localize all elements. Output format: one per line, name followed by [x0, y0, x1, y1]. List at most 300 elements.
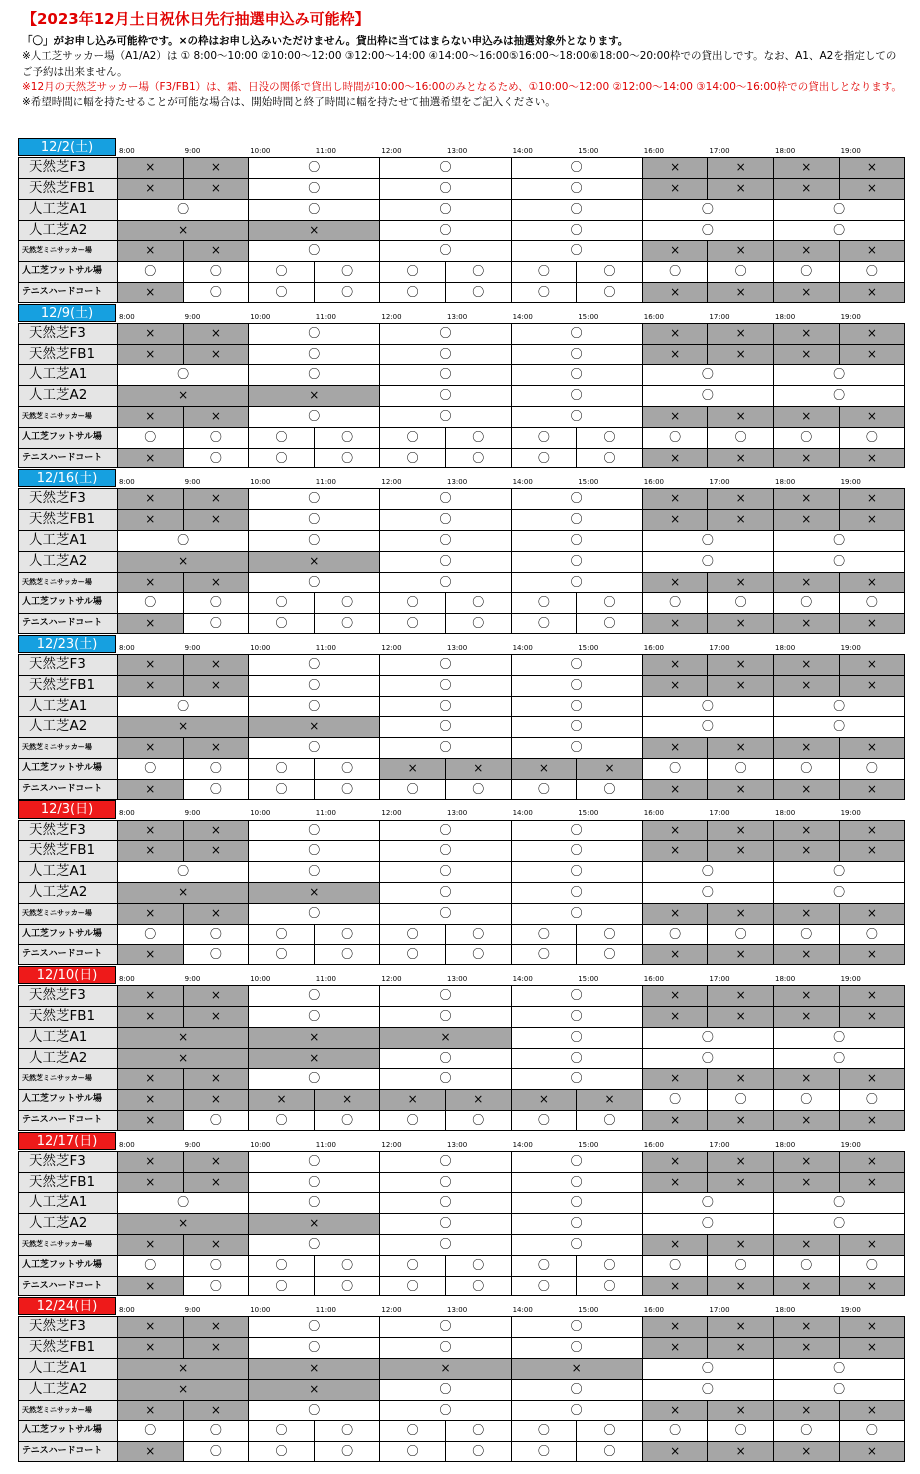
- facility-row: [18, 1048, 905, 1069]
- slot-available: 〇: [117, 925, 183, 945]
- slot-unavailable: ×: [642, 489, 708, 509]
- facility-row: [18, 1337, 905, 1358]
- slot-available: 〇: [511, 365, 642, 385]
- slot-available: 〇: [773, 862, 904, 882]
- slot-available: 〇: [379, 780, 445, 799]
- slot-available: 〇: [445, 593, 511, 613]
- facility-row: [18, 385, 905, 406]
- slot-unavailable: ×: [642, 1401, 708, 1421]
- slot-available: 〇: [379, 821, 510, 841]
- schedule-table: [18, 138, 905, 1463]
- time-tick: 19:00: [840, 147, 861, 155]
- slot-unavailable: ×: [183, 1338, 249, 1358]
- slot-unavailable: ×: [839, 179, 905, 199]
- slot-available: 〇: [642, 428, 708, 448]
- slot-available: 〇: [511, 1277, 577, 1296]
- slot-available: 〇: [511, 1173, 642, 1193]
- slot-unavailable: ×: [707, 655, 773, 675]
- slot-available: 〇: [379, 489, 510, 509]
- facility-row: [18, 323, 905, 344]
- slot-available: 〇: [379, 386, 510, 406]
- facility-label: 人工芝A1: [19, 1028, 118, 1048]
- slot-unavailable: ×: [183, 241, 249, 261]
- facility-label: テニスハードコート: [19, 283, 118, 302]
- slot-available: 〇: [117, 1193, 248, 1213]
- day-header: [18, 635, 905, 654]
- facility-label: 人工芝A2: [19, 386, 118, 406]
- slot-unavailable: ×: [642, 986, 708, 1006]
- facility-label: 天然芝FB1: [19, 179, 118, 199]
- slot-unavailable: ×: [707, 1317, 773, 1337]
- slot-available: 〇: [379, 1173, 510, 1193]
- facility-label: テニスハードコート: [19, 1111, 118, 1130]
- time-tick: 13:00: [447, 1306, 468, 1315]
- slot-available: 〇: [248, 365, 379, 385]
- slot-available: 〇: [379, 883, 510, 903]
- day-block: [18, 800, 905, 966]
- slot-available: 〇: [839, 1256, 905, 1276]
- facility-label: 天然芝ミニサッカー場: [19, 738, 118, 758]
- slot-available: 〇: [248, 1277, 314, 1296]
- slot-available: 〇: [642, 1090, 708, 1110]
- time-tick: 14:00: [512, 478, 533, 487]
- time-tick: 8:00: [119, 312, 135, 321]
- time-tick: 9:00: [184, 312, 201, 321]
- facility-row: [18, 406, 905, 427]
- slot-available: 〇: [773, 1028, 904, 1048]
- slot-available: 〇: [248, 676, 379, 696]
- slot-unavailable: ×: [707, 1338, 773, 1358]
- slot-unavailable: ×: [642, 1173, 708, 1193]
- time-tick: 11:00: [315, 643, 336, 652]
- slot-unavailable: ×: [839, 510, 905, 530]
- slot-available: 〇: [511, 1152, 642, 1172]
- facility-rows: [18, 1316, 905, 1462]
- slot-unavailable: ×: [183, 676, 249, 696]
- slot-available: 〇: [511, 1028, 642, 1048]
- slot-available: 〇: [511, 552, 642, 572]
- slot-available: 〇: [511, 262, 577, 282]
- facility-row: [18, 758, 905, 779]
- slot-available: 〇: [314, 614, 380, 633]
- slot-available: 〇: [379, 676, 510, 696]
- slot-unavailable: ×: [773, 1152, 839, 1172]
- facility-label: テニスハードコート: [19, 945, 118, 964]
- facility-row: [18, 282, 905, 303]
- slot-unavailable: ×: [642, 1317, 708, 1337]
- slot-available: 〇: [511, 386, 642, 406]
- slot-unavailable: ×: [707, 1152, 773, 1172]
- slot-unavailable: ×: [839, 283, 905, 302]
- time-tick: 17:00: [709, 1140, 730, 1149]
- slot-available: 〇: [183, 780, 249, 799]
- facility-label: テニスハードコート: [19, 1277, 118, 1296]
- slot-available: 〇: [445, 1421, 511, 1441]
- slot-available: 〇: [314, 593, 380, 613]
- time-tick: 17:00: [709, 974, 730, 983]
- facility-row: [18, 924, 905, 945]
- slot-available: 〇: [379, 1235, 510, 1255]
- slot-unavailable: ×: [379, 1090, 445, 1110]
- slot-unavailable: ×: [642, 345, 708, 365]
- facility-label: 人工芝フットサル場: [19, 1421, 118, 1441]
- slot-available: 〇: [248, 179, 379, 199]
- slot-unavailable: ×: [839, 986, 905, 1006]
- time-tick: 16:00: [643, 809, 664, 818]
- slot-available: 〇: [707, 593, 773, 613]
- facility-row: [18, 178, 905, 199]
- slot-available: 〇: [642, 717, 773, 737]
- slot-unavailable: ×: [707, 676, 773, 696]
- slot-unavailable: ×: [839, 407, 905, 427]
- slot-unavailable: ×: [117, 179, 183, 199]
- slot-unavailable: ×: [839, 676, 905, 696]
- facility-rows: [18, 654, 905, 800]
- slot-unavailable: ×: [839, 1111, 905, 1130]
- time-tick: 17:00: [709, 147, 730, 155]
- slot-unavailable: ×: [839, 1277, 905, 1296]
- day-block: [18, 304, 905, 470]
- facility-label: 天然芝FB1: [19, 841, 118, 861]
- slot-available: 〇: [379, 573, 510, 593]
- slot-available: 〇: [642, 552, 773, 572]
- facility-row: [18, 861, 905, 882]
- slot-unavailable: ×: [707, 1442, 773, 1461]
- time-tick: 9:00: [184, 1140, 201, 1149]
- slot-unavailable: ×: [183, 841, 249, 861]
- slot-unavailable: ×: [773, 1338, 839, 1358]
- slot-available: 〇: [511, 407, 642, 427]
- date-label: 12/24(日): [18, 1297, 116, 1315]
- slot-available: 〇: [642, 925, 708, 945]
- day-block: [18, 1132, 905, 1298]
- slot-available: 〇: [248, 158, 379, 178]
- slot-unavailable: ×: [839, 1152, 905, 1172]
- slot-available: 〇: [248, 738, 379, 758]
- slot-available: 〇: [642, 365, 773, 385]
- facility-label: 天然芝F3: [19, 1317, 118, 1337]
- time-tick: 19:00: [840, 809, 861, 818]
- facility-label: 人工芝フットサル場: [19, 1256, 118, 1276]
- slot-available: 〇: [248, 262, 314, 282]
- slot-available: 〇: [511, 1235, 642, 1255]
- slot-unavailable: ×: [773, 841, 839, 861]
- slot-unavailable: ×: [117, 324, 183, 344]
- time-tick: 13:00: [447, 312, 468, 321]
- slot-available: 〇: [839, 925, 905, 945]
- slot-unavailable: ×: [773, 1173, 839, 1193]
- slot-unavailable: ×: [117, 1173, 183, 1193]
- time-tick: 18:00: [775, 1306, 796, 1315]
- slot-unavailable: ×: [183, 1317, 249, 1337]
- time-tick: 16:00: [643, 643, 664, 652]
- slot-unavailable: ×: [839, 1007, 905, 1027]
- slot-available: 〇: [117, 262, 183, 282]
- slot-unavailable: ×: [773, 179, 839, 199]
- facility-label: 天然芝F3: [19, 324, 118, 344]
- slot-unavailable: ×: [117, 1028, 248, 1048]
- slot-unavailable: ×: [379, 759, 445, 779]
- slot-available: 〇: [511, 489, 642, 509]
- slot-available: 〇: [183, 925, 249, 945]
- slot-available: 〇: [511, 345, 642, 365]
- slot-available: 〇: [445, 614, 511, 633]
- facility-label: 天然芝ミニサッカー場: [19, 1069, 118, 1089]
- slot-available: 〇: [379, 365, 510, 385]
- slot-available: 〇: [314, 945, 380, 964]
- slot-available: 〇: [248, 655, 379, 675]
- facility-label: 人工芝フットサル場: [19, 593, 118, 613]
- time-tick: 16:00: [643, 1140, 664, 1149]
- slot-available: 〇: [511, 841, 642, 861]
- slot-available: 〇: [248, 1193, 379, 1213]
- slot-unavailable: ×: [707, 1111, 773, 1130]
- slot-available: 〇: [248, 1421, 314, 1441]
- facility-label: 天然芝ミニサッカー場: [19, 573, 118, 593]
- date-label: 12/2(土): [18, 138, 116, 156]
- slot-available: 〇: [576, 1111, 642, 1130]
- slot-available: 〇: [511, 573, 642, 593]
- facility-row: [18, 779, 905, 800]
- slot-available: 〇: [511, 862, 642, 882]
- slot-available: 〇: [379, 1152, 510, 1172]
- slot-available: 〇: [576, 449, 642, 468]
- slot-unavailable: ×: [839, 841, 905, 861]
- slot-unavailable: ×: [117, 904, 183, 924]
- slot-available: 〇: [379, 1111, 445, 1130]
- slot-unavailable: ×: [773, 1235, 839, 1255]
- slot-unavailable: ×: [642, 738, 708, 758]
- slot-available: 〇: [379, 1214, 510, 1234]
- facility-row: [18, 509, 905, 530]
- facility-label: 天然芝FB1: [19, 510, 118, 530]
- slot-available: 〇: [642, 200, 773, 220]
- time-tick: 11:00: [315, 809, 336, 818]
- time-tick: 15:00: [578, 1140, 599, 1149]
- slot-available: 〇: [379, 1317, 510, 1337]
- facility-row: [18, 199, 905, 220]
- time-tick: 8:00: [119, 974, 135, 983]
- slot-available: 〇: [248, 200, 379, 220]
- time-tick: 12:00: [381, 478, 402, 487]
- slot-unavailable: ×: [117, 717, 248, 737]
- slot-unavailable: ×: [707, 841, 773, 861]
- slot-unavailable: ×: [773, 780, 839, 799]
- facility-row: [18, 840, 905, 861]
- slot-unavailable: ×: [183, 489, 249, 509]
- slot-unavailable: ×: [117, 945, 183, 964]
- slot-unavailable: ×: [248, 1090, 314, 1110]
- facility-label: 人工芝フットサル場: [19, 428, 118, 448]
- time-tick: 14:00: [512, 974, 533, 983]
- slot-available: 〇: [707, 1256, 773, 1276]
- slot-available: 〇: [248, 614, 314, 633]
- slot-unavailable: ×: [707, 614, 773, 633]
- slot-unavailable: ×: [642, 1152, 708, 1172]
- slot-available: 〇: [314, 1111, 380, 1130]
- time-tick: 11:00: [315, 312, 336, 321]
- slot-available: 〇: [511, 200, 642, 220]
- slot-unavailable: ×: [117, 655, 183, 675]
- facility-rows: [18, 1151, 905, 1297]
- slot-unavailable: ×: [839, 449, 905, 468]
- slot-available: 〇: [445, 283, 511, 302]
- slot-available: 〇: [183, 1442, 249, 1461]
- slot-unavailable: ×: [642, 1007, 708, 1027]
- note-availability: 「〇」がお申し込み可能枠です。×の枠はお申し込みいただけません。貸出枠に当てはまらない申込みは抽選対象外となります。: [22, 35, 629, 47]
- slot-available: 〇: [117, 531, 248, 551]
- slot-available: 〇: [379, 345, 510, 365]
- slot-available: 〇: [707, 262, 773, 282]
- facility-label: 人工芝A1: [19, 531, 118, 551]
- slot-available: 〇: [379, 262, 445, 282]
- slot-available: 〇: [248, 241, 379, 261]
- time-tick: 10:00: [250, 1140, 271, 1149]
- facility-label: 天然芝F3: [19, 489, 118, 509]
- slot-unavailable: ×: [117, 883, 248, 903]
- slot-available: 〇: [642, 221, 773, 241]
- slot-unavailable: ×: [117, 158, 183, 178]
- slot-available: 〇: [248, 510, 379, 530]
- facility-row: [18, 716, 905, 737]
- time-tick: 15:00: [578, 478, 599, 487]
- slot-available: 〇: [183, 759, 249, 779]
- day-block: [18, 635, 905, 801]
- time-tick: 10:00: [250, 974, 271, 983]
- facility-rows: [18, 820, 905, 966]
- slot-available: 〇: [248, 1069, 379, 1089]
- slot-available: 〇: [773, 593, 839, 613]
- slot-unavailable: ×: [707, 780, 773, 799]
- slot-unavailable: ×: [117, 738, 183, 758]
- time-tick: 17:00: [709, 478, 730, 487]
- slot-available: 〇: [445, 428, 511, 448]
- slot-available: 〇: [379, 1442, 445, 1461]
- time-tick: 13:00: [447, 974, 468, 983]
- slot-unavailable: ×: [839, 241, 905, 261]
- time-tick: 18:00: [775, 478, 796, 487]
- slot-unavailable: ×: [773, 1442, 839, 1461]
- slot-unavailable: ×: [839, 1442, 905, 1461]
- slot-available: 〇: [379, 552, 510, 572]
- slot-unavailable: ×: [117, 489, 183, 509]
- facility-row: [18, 1255, 905, 1276]
- slot-available: 〇: [576, 945, 642, 964]
- slot-unavailable: ×: [183, 1069, 249, 1089]
- facility-row: [18, 261, 905, 282]
- slot-unavailable: ×: [117, 573, 183, 593]
- slot-available: 〇: [839, 1421, 905, 1441]
- slot-available: 〇: [183, 945, 249, 964]
- time-tick: 12:00: [381, 643, 402, 652]
- slot-available: 〇: [248, 283, 314, 302]
- facility-rows: [18, 323, 905, 469]
- slot-available: 〇: [379, 1401, 510, 1421]
- slot-unavailable: ×: [117, 1069, 183, 1089]
- time-tick: 17:00: [709, 809, 730, 818]
- slot-unavailable: ×: [511, 759, 577, 779]
- slot-available: 〇: [511, 510, 642, 530]
- time-tick: 9:00: [184, 1306, 201, 1315]
- slot-available: 〇: [511, 1401, 642, 1421]
- facility-row: [18, 675, 905, 696]
- slot-unavailable: ×: [642, 821, 708, 841]
- slot-unavailable: ×: [707, 158, 773, 178]
- slot-available: 〇: [642, 262, 708, 282]
- time-tick: 10:00: [250, 312, 271, 321]
- slot-available: 〇: [511, 655, 642, 675]
- slot-available: 〇: [183, 1111, 249, 1130]
- day-header: [18, 800, 905, 819]
- slot-unavailable: ×: [117, 1380, 248, 1400]
- facility-row: [18, 1006, 905, 1027]
- slot-available: 〇: [511, 428, 577, 448]
- day-header: [18, 1132, 905, 1151]
- facility-label: 人工芝A2: [19, 1214, 118, 1234]
- slot-unavailable: ×: [773, 449, 839, 468]
- slot-available: 〇: [839, 1090, 905, 1110]
- slot-available: 〇: [511, 1049, 642, 1069]
- slot-available: 〇: [511, 283, 577, 302]
- time-tick: 14:00: [512, 1306, 533, 1315]
- facility-row: [18, 654, 905, 675]
- slot-available: 〇: [117, 862, 248, 882]
- day-block: [18, 1297, 905, 1463]
- slot-available: 〇: [773, 1090, 839, 1110]
- time-tick: 13:00: [447, 1140, 468, 1149]
- slot-unavailable: ×: [773, 821, 839, 841]
- time-tick: 18:00: [775, 1140, 796, 1149]
- slot-available: 〇: [642, 531, 773, 551]
- slot-available: 〇: [511, 697, 642, 717]
- time-tick: 16:00: [643, 478, 664, 487]
- time-tick: 10:00: [250, 643, 271, 652]
- time-tick: 11:00: [315, 974, 336, 983]
- slot-unavailable: ×: [117, 1090, 183, 1110]
- slot-available: 〇: [314, 1421, 380, 1441]
- slot-available: 〇: [379, 1069, 510, 1089]
- facility-label: 天然芝FB1: [19, 1338, 118, 1358]
- slot-available: 〇: [511, 241, 642, 261]
- slot-available: 〇: [642, 1256, 708, 1276]
- slot-unavailable: ×: [248, 1359, 379, 1379]
- time-tick: 11:00: [315, 147, 336, 155]
- slot-available: 〇: [576, 283, 642, 302]
- slot-available: 〇: [248, 407, 379, 427]
- slot-unavailable: ×: [642, 1277, 708, 1296]
- facility-label: 天然芝FB1: [19, 1007, 118, 1027]
- time-tick: 13:00: [447, 147, 468, 155]
- time-tick: 14:00: [512, 643, 533, 652]
- slot-unavailable: ×: [839, 324, 905, 344]
- slot-unavailable: ×: [773, 904, 839, 924]
- slot-unavailable: ×: [576, 1090, 642, 1110]
- facility-row: [18, 1151, 905, 1172]
- time-tick: 19:00: [840, 643, 861, 652]
- page-title: 【2023年12月土日祝休日先行抽選申込み可能枠】: [22, 10, 370, 28]
- slot-available: 〇: [314, 1442, 380, 1461]
- slot-unavailable: ×: [773, 407, 839, 427]
- facility-row: [18, 1234, 905, 1255]
- day-header: [18, 469, 905, 488]
- time-tick: 8:00: [119, 478, 135, 487]
- facility-label: 人工芝A2: [19, 883, 118, 903]
- slot-available: 〇: [642, 1359, 773, 1379]
- slot-available: 〇: [773, 883, 904, 903]
- slot-available: 〇: [773, 1214, 904, 1234]
- slot-available: 〇: [511, 1317, 642, 1337]
- slot-unavailable: ×: [117, 986, 183, 1006]
